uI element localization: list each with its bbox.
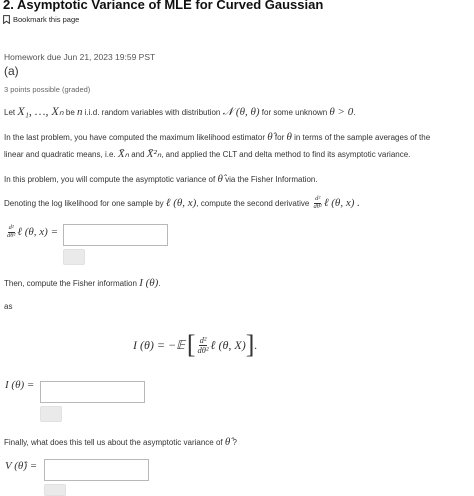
loglik-paragraph: Denoting the log likelihood for one sample by ℓ (θ, x) , compute the second derivative $\frac{\text{d²}}{\text{dθ²}}$ ℓ (θ, x) . <box>4 195 360 210</box>
distribution: 𝒩 (θ, θ) <box>222 106 260 118</box>
as-text: as <box>4 302 13 311</box>
fisher-information-input[interactable] <box>40 381 145 403</box>
fisher-equation: I (θ) = −𝔼 [ $\frac{\text{d²}}{\text{dθ²}}$ ℓ (θ, X) ] . <box>133 330 258 359</box>
bookmark-link[interactable] <box>3 15 79 24</box>
q1-label: $\frac{\text{d²}}{\text{dθ²}}$ ℓ (θ, x) = <box>7 224 59 239</box>
due-date: Homework due Jun 21, 2023 19:59 PST <box>4 52 156 62</box>
final-question-paragraph: Finally, what does this tell us about the asymptotic variance of θ̂ ? <box>4 436 237 448</box>
page-title: 2. Asymptotic Variance of MLE for Curved Gaussian <box>3 0 324 12</box>
bookmark-icon <box>3 15 10 24</box>
second-derivative-input[interactable] <box>63 224 168 246</box>
preview-button-3[interactable] <box>44 484 66 496</box>
right-bracket: ] <box>245 330 255 359</box>
part-label: (a) <box>4 64 19 78</box>
asymptotic-variance-input[interactable] <box>44 459 149 481</box>
q2-label: I (θ) = <box>5 379 35 391</box>
preview-button-2[interactable] <box>40 406 62 422</box>
points-info: 3 points possible (graded) <box>4 85 91 94</box>
second-derivative-fraction: $\frac{\text{d²}}{\text{dθ²}}$ <box>313 195 322 210</box>
task-paragraph: In this problem, you will compute the asymptotic variance of θ̂ via the Fisher Information. <box>4 173 318 185</box>
preview-button-1[interactable] <box>63 249 85 265</box>
q3-label: V (θ̂) = <box>5 460 38 472</box>
bookmark-label: Bookmark this page <box>13 15 80 24</box>
sample-vars: X₁, …, Xₙ <box>17 104 64 118</box>
context-paragraph-line1: In the last problem, you have computed the maximum likelihood estimator θ̂ for θ in terms of the sample averages of the <box>4 131 431 143</box>
fisher-paragraph: Then, compute the Fisher information I (θ). <box>4 277 161 289</box>
left-bracket: [ <box>186 330 196 359</box>
intro-paragraph: Let X₁, …, Xₙ be n i.i.d. random variables with distribution 𝒩 (θ, θ) for some unknown θ > 0. <box>4 104 356 118</box>
context-paragraph-line2: linear and quadratic means, i.e. X̄ₙ and X̄²ₙ, and applied the CLT and delta method to find its asymptotic variance. <box>4 148 411 160</box>
